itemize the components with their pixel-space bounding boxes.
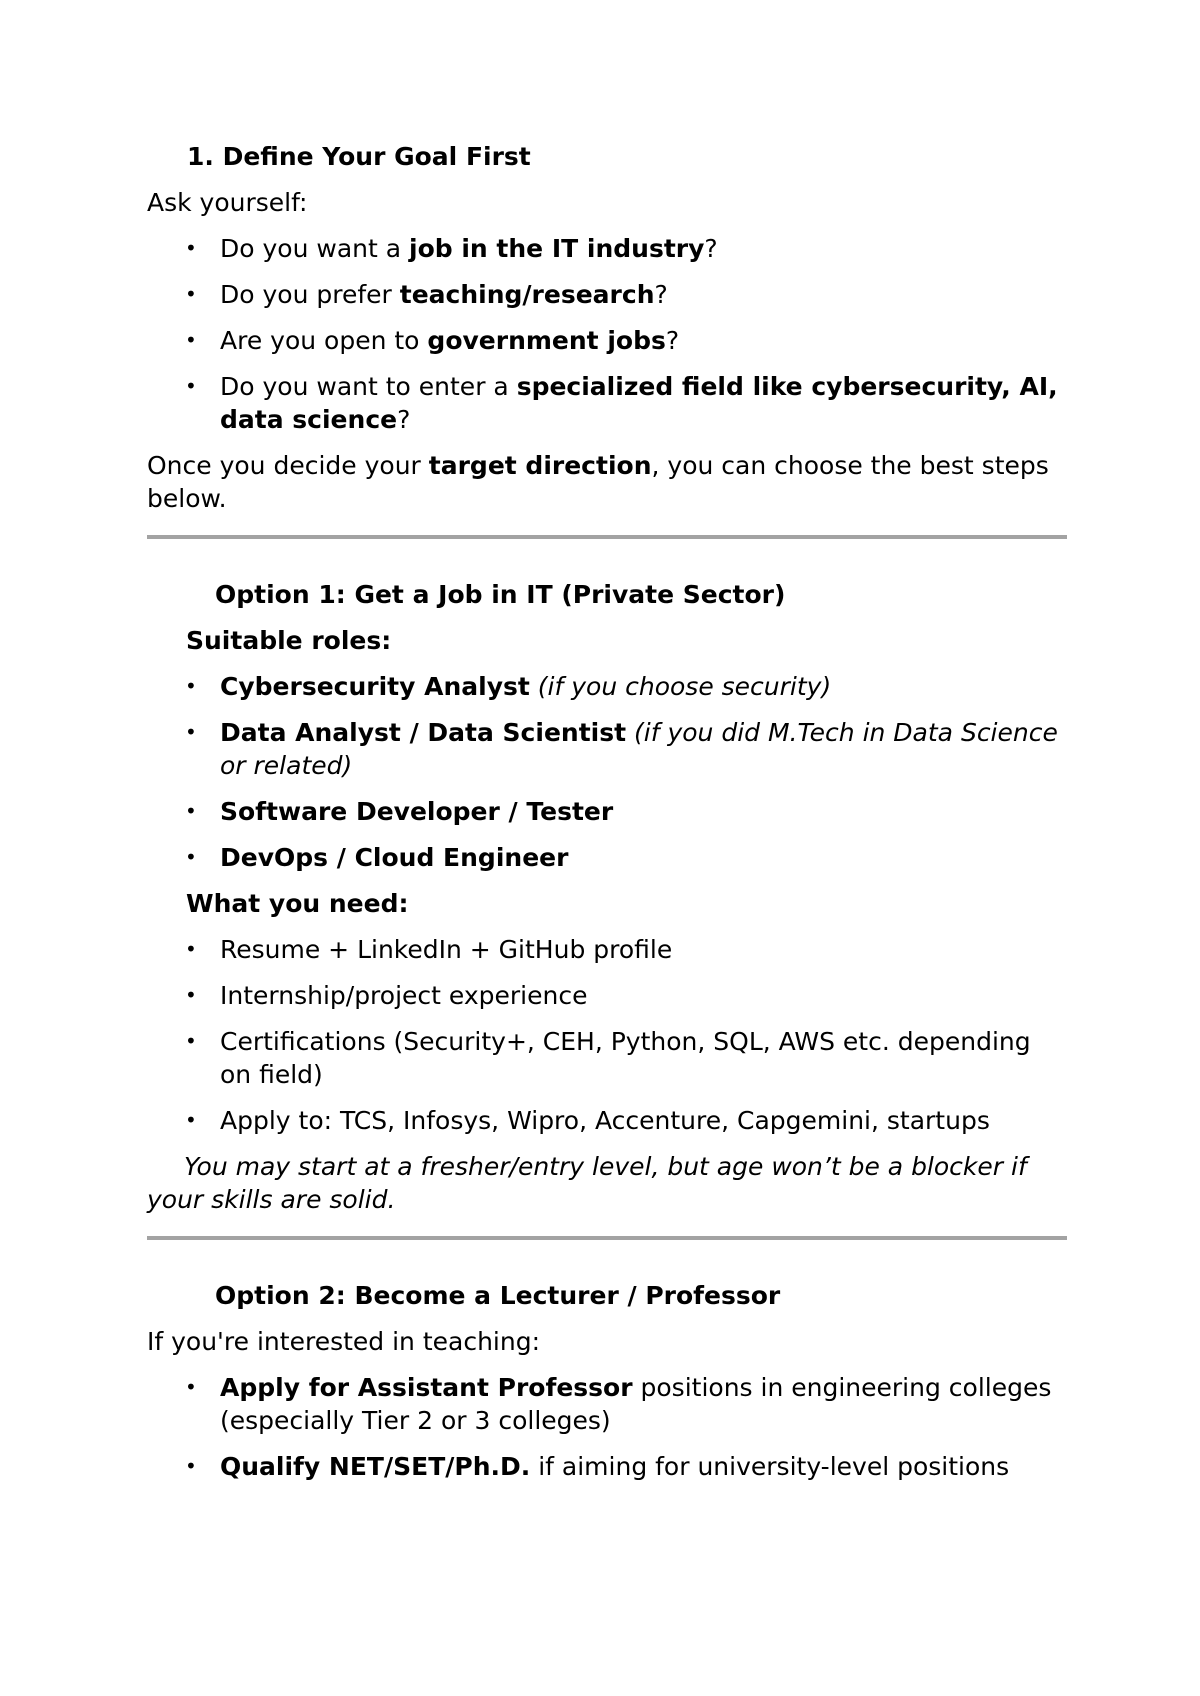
- list-item: • Software Developer / Tester: [185, 797, 614, 826]
- list-item: • Do you want to enter a specialized field like cybersecurity, AI, data science?: [185, 372, 1058, 434]
- bullet-icon: •: [185, 1108, 197, 1132]
- bullet-icon: •: [185, 983, 197, 1007]
- list-item: • Apply to: TCS, Infosys, Wipro, Accenture, Capgemini, startups: [185, 1106, 990, 1135]
- option1-note: You may start at a fresher/entry level, but age won’t be a blocker if your skills are solid.: [147, 1152, 1027, 1214]
- section-divider: [147, 535, 1067, 539]
- list-item: • Certifications (Security+, CEH, Python, SQL, AWS etc. depending on field): [185, 1027, 1031, 1089]
- list-item: • Resume + LinkedIn + GitHub profile: [185, 935, 673, 964]
- bullet-icon: •: [185, 1375, 197, 1399]
- bullet-icon: •: [185, 845, 197, 869]
- list-item: • Internship/project experience: [185, 981, 588, 1010]
- list-item: • Qualify NET/SET/Ph.D. if aiming for university-level positions: [185, 1452, 1010, 1481]
- bullet-icon: •: [185, 937, 197, 961]
- bullet-icon: •: [185, 236, 197, 260]
- option2-heading: Option 2: Become a Lecturer / Professor: [215, 1281, 781, 1310]
- option2-bullet-list: [147, 1371, 1067, 1483]
- list-item: • Apply for Assistant Professor positions in engineering colleges (especially Tier 2 or 3 colleges): [185, 1373, 1052, 1435]
- option1-roles-label: Suitable roles:: [186, 626, 392, 655]
- option2-intro: If you're interested in teaching:: [147, 1327, 541, 1356]
- option1-needs-list: [147, 933, 1067, 1137]
- bullet-icon: •: [185, 674, 197, 698]
- list-item: • Do you want a job in the IT industry?: [185, 234, 718, 263]
- list-item: • DevOps / Cloud Engineer: [185, 843, 569, 872]
- bullet-icon: •: [185, 799, 197, 823]
- option1-roles-list: [147, 670, 1067, 874]
- goal-closing: Once you decide your target direction, you can choose the best steps below.: [147, 451, 1049, 513]
- section-divider: [147, 1236, 1067, 1240]
- list-item: • Cybersecurity Analyst (if you choose security): [185, 672, 832, 701]
- option1-heading: Option 1: Get a Job in IT (Private Sector): [215, 580, 786, 609]
- goal-bullet-list: [147, 232, 1067, 436]
- list-item: • Do you prefer teaching/research?: [185, 280, 668, 309]
- bullet-icon: •: [185, 328, 197, 352]
- bullet-icon: •: [185, 720, 197, 744]
- goal-intro: Ask yourself:: [147, 188, 308, 217]
- bullet-icon: •: [185, 1029, 197, 1053]
- list-item: • Data Analyst / Data Scientist (if you did M.Tech in Data Science or related): [185, 718, 1058, 780]
- goal-heading: 1. Define Your Goal First: [187, 142, 531, 171]
- list-item: • Are you open to government jobs?: [185, 326, 680, 355]
- bullet-icon: •: [185, 282, 197, 306]
- option1-needs-label: What you need:: [186, 889, 409, 918]
- document-page: [147, 140, 1067, 1483]
- bullet-icon: •: [185, 374, 197, 398]
- bullet-icon: •: [185, 1454, 197, 1478]
